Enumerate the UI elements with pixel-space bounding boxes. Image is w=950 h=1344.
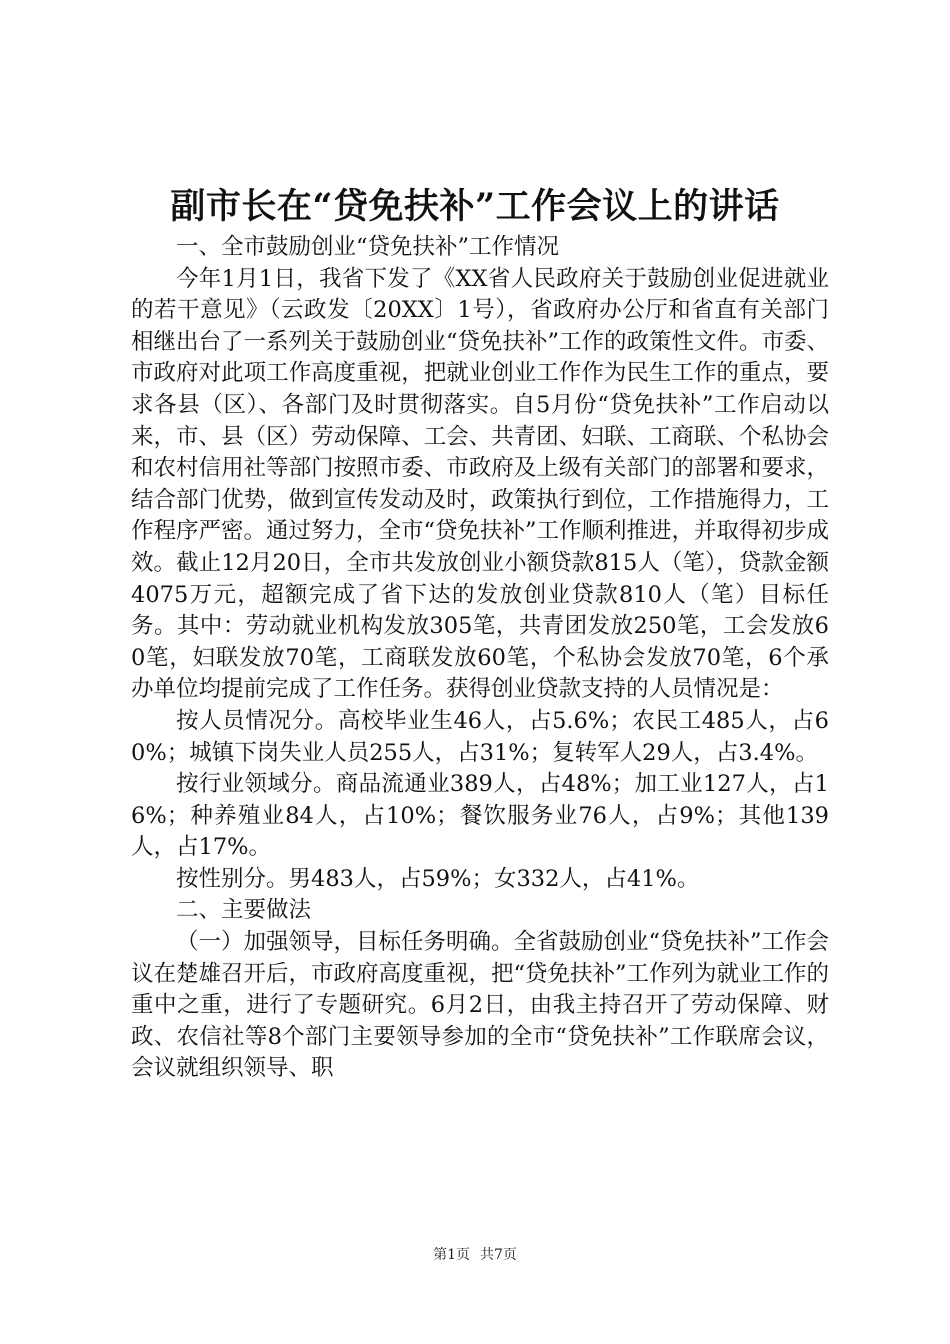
paragraph-by-personnel: 按人员情况分。高校毕业生46人，占5.6%；农民工485人，占60%；城镇下岗失业人员255人，占31%；复转军人29人，占3.4%。 [131,707,829,766]
paragraph-by-gender: 按性别分。男483人，占59%；女332人，占41%。 [176,865,700,892]
page-title: 副市长在“贷免扶补”工作会议上的讲话 [170,186,780,227]
paragraph-overview: 今年1月1日，我省下发了《XX省人民政府关于鼓励创业促进就业的若干意见》（云政发〔20XX〕1号），省政府办公厅和省直有关部门相继出台了一系列关于鼓励创业“贷免扶补”工作的政策性文件。市委、市政府对此项工作高度重视，把就业创业工作作为民生工作的重点，要求各县（区）、各部门及时贯彻落实。自5月份“贷免扶补”工作启动以来，市、县（区）劳动保障、工会、共青团、妇联、工商联、个私协会和农村信用社等部门按照市委、市政府及上级有关部门的部署和要求，结合部门优势，做到宣传发动及时，政策执行到位，工作措施得力，工作程序严密。通过努力，全市“贷免扶补”工作顺利推进，并取得初步成效。截止12月20日，全市共发放创业小额贷款815人（笔），贷款金额4075万元，超额完成了省下达的发放创业贷款810人（笔）目标任务。其中：劳动就业机构发放305笔，共青团发放250笔，工会发放60笔，妇联发放70笔，工商联发放60笔，个私协会发放70笔，6个承办单位均提前完成了工作任务。获得创业贷款支持的人员情况是： [131,265,830,703]
paragraph-leadership: （一）加强领导，目标任务明确。全省鼓励创业“贷免扶补”工作会议在楚雄召开后，市政府高度重视，把“贷免扶补”工作列为就业工作的重中之重，进行了专题研究。6月2日，由我主持召开了劳动保障、财政、农信社等8个部门主要领导参加的全市“贷免扶补”工作联席会议，会议就组织领导、职 [131,929,830,1082]
paragraph-by-industry: 按行业领域分。商品流通业389人，占48%；加工业127人，占16%；种养殖业84人，占10%；餐饮服务业76人，占9%；其他139人，占17%。 [131,771,829,861]
page-total: 共7页 [480,1247,517,1263]
document-body [131,232,829,1085]
page-footer [0,1245,950,1265]
section-heading-2: 二、主要做法 [176,897,312,924]
section-heading-1: 一、全市鼓励创业“贷免扶补”工作情况 [176,234,560,260]
page-number: 第1页 [433,1247,470,1263]
